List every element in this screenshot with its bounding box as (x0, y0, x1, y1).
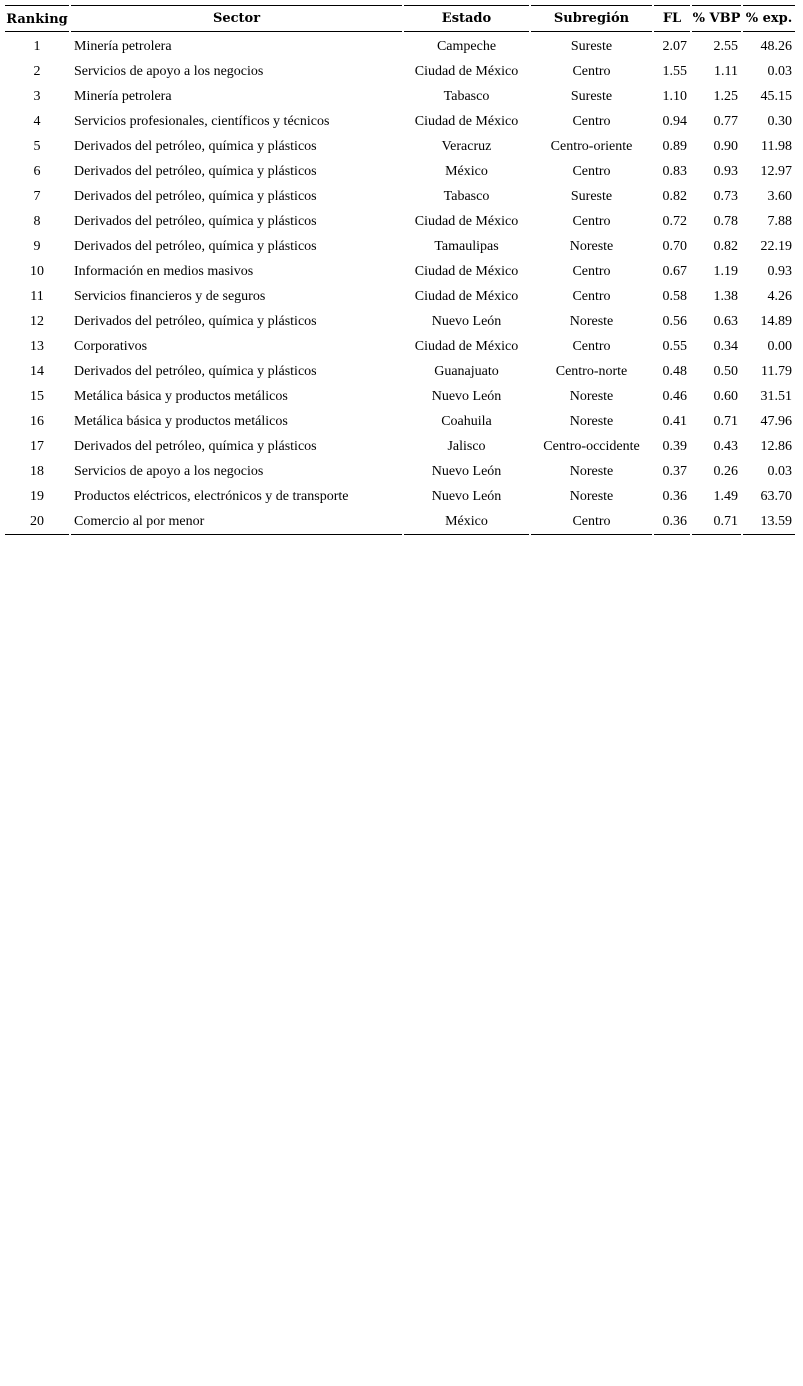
exp-cell: 12.86 (760, 438, 792, 454)
vbp-cell: 0.60 (713, 388, 738, 404)
vbp-cell: 0.73 (713, 188, 738, 204)
vbp-cell: 0.71 (713, 413, 738, 429)
vbp-cell: 0.63 (713, 313, 738, 329)
fl-cell: 0.55 (662, 338, 687, 354)
estado-cell: Nuevo León (431, 463, 502, 479)
exp-cell: 0.30 (767, 113, 792, 129)
subregion-cell: Centro (572, 213, 611, 229)
estado-cell: Nuevo León (431, 388, 502, 404)
estado-cell: Ciudad de México (414, 213, 519, 229)
fl-cell: 0.36 (662, 488, 687, 504)
exp-cell: 22.19 (760, 238, 792, 254)
sector-cell: Derivados del petróleo, química y plásticos (74, 438, 317, 454)
exp-cell: 3.60 (767, 188, 792, 204)
fl-cell: 1.55 (662, 63, 687, 79)
vbp-cell: 0.90 (713, 138, 738, 154)
table-row (5, 384, 795, 409)
fl-cell: 0.36 (654, 509, 690, 535)
table-row (5, 184, 795, 209)
vbp-cell: 1.11 (714, 63, 738, 79)
vbp-cell: 2.55 (713, 38, 738, 54)
estado-cell: Tabasco (443, 88, 490, 104)
fl-cell: 0.56 (662, 313, 687, 329)
column-header-estado: Estado (404, 5, 529, 32)
column-header-fl: FL (654, 5, 690, 32)
table-row (5, 309, 795, 334)
table-row (5, 459, 795, 484)
exp-cell: 13.59 (743, 509, 795, 535)
exp-cell: 12.97 (760, 163, 792, 179)
fl-cell: 0.67 (662, 263, 687, 279)
table-row (5, 209, 795, 234)
vbp-cell: 1.49 (713, 488, 738, 504)
table-row (5, 84, 795, 109)
sector-cell: Metálica básica y productos metálicos (74, 413, 288, 429)
estado-cell: Ciudad de México (414, 113, 519, 129)
table-row (5, 59, 795, 84)
ranking-cell: 2 (33, 63, 41, 79)
estado-cell: Ciudad de México (414, 63, 519, 79)
ranking-cell: 8 (33, 213, 41, 229)
exp-cell: 0.00 (767, 338, 792, 354)
subregion-cell: Noreste (569, 488, 614, 504)
vbp-cell: 0.43 (713, 438, 738, 454)
sector-cell: Derivados del petróleo, química y plásticos (74, 238, 317, 254)
sector-cell: Derivados del petróleo, química y plásticos (74, 363, 317, 379)
vbp-cell: 0.50 (713, 363, 738, 379)
fl-cell: 0.94 (662, 113, 687, 129)
estado-cell: Campeche (436, 38, 497, 54)
sector-cell: Derivados del petróleo, química y plásticos (74, 163, 317, 179)
vbp-cell: 0.34 (713, 338, 738, 354)
fl-cell: 0.58 (662, 288, 687, 304)
estado-cell: Nuevo León (431, 488, 502, 504)
estado-cell: México (445, 163, 488, 179)
estado-cell: Ciudad de México (414, 263, 519, 279)
sector-cell: Servicios de apoyo a los negocios (74, 63, 264, 79)
ranking-cell: 6 (33, 163, 41, 179)
sector-cell: Derivados del petróleo, química y plásticos (74, 213, 317, 229)
table-body (5, 32, 795, 535)
ranking-cell: 15 (30, 388, 44, 404)
ranking-cell: 17 (30, 438, 44, 454)
vbp-cell: 0.77 (713, 113, 738, 129)
exp-cell: 0.03 (767, 63, 792, 79)
fl-cell: 0.37 (662, 463, 687, 479)
table-row (5, 159, 795, 184)
exp-cell: 7.88 (767, 213, 792, 229)
table-row (5, 334, 795, 359)
column-header-ranking: Ranking (5, 5, 69, 32)
subregion-cell: Noreste (569, 313, 614, 329)
ranking-cell: 10 (30, 263, 44, 279)
ranking-cell: 13 (30, 338, 44, 354)
ranking-cell: 19 (30, 488, 44, 504)
subregion-cell: Sureste (570, 188, 613, 204)
ranking-cell: 18 (30, 463, 44, 479)
table-header-row (5, 5, 795, 32)
fl-cell: 0.72 (662, 213, 687, 229)
ranking-cell: 3 (33, 88, 41, 104)
fl-cell: 0.48 (662, 363, 687, 379)
sector-cell: Derivados del petróleo, química y plásticos (74, 188, 317, 204)
exp-cell: 47.96 (760, 413, 792, 429)
exp-cell: 14.89 (760, 313, 792, 329)
fl-cell: 2.07 (662, 38, 687, 54)
estado-cell: Tamaulipas (434, 238, 499, 254)
sector-cell: Productos eléctricos, electrónicos y de transporte (74, 488, 349, 504)
estado-cell: Ciudad de México (414, 338, 519, 354)
fl-cell: 0.89 (662, 138, 687, 154)
exp-cell: 45.15 (760, 88, 792, 104)
sector-cell: Servicios financieros y de seguros (74, 288, 266, 304)
estado-cell: Ciudad de México (414, 288, 519, 304)
column-header-sector: Sector (71, 5, 402, 32)
sector-cell: Minería petrolera (74, 38, 172, 54)
table-row (5, 284, 795, 309)
subregion-cell: Centro (572, 163, 611, 179)
subregion-cell: Centro-norte (555, 363, 628, 379)
fl-cell: 0.82 (662, 188, 687, 204)
estado-cell: México (404, 509, 529, 535)
estado-cell: Veracruz (441, 138, 492, 154)
vbp-cell: 1.25 (713, 88, 738, 104)
exp-cell: 4.26 (767, 288, 792, 304)
sector-cell: Derivados del petróleo, química y plásticos (74, 138, 317, 154)
estado-cell: Guanajuato (434, 363, 499, 379)
vbp-cell: 0.78 (713, 213, 738, 229)
exp-cell: 11.98 (761, 138, 792, 154)
subregion-cell: Centro (572, 63, 611, 79)
sector-cell: Comercio al por menor (71, 509, 402, 535)
ranking-cell: 12 (30, 313, 44, 329)
subregion-cell: Sureste (570, 38, 613, 54)
estado-cell: Tabasco (443, 188, 490, 204)
subregion-cell: Centro-occidente (543, 438, 640, 454)
fl-cell: 1.10 (662, 88, 687, 104)
subregion-cell: Noreste (569, 413, 614, 429)
vbp-cell: 1.38 (713, 288, 738, 304)
vbp-cell: 0.71 (692, 509, 741, 535)
table-row (5, 484, 795, 509)
fl-cell: 0.46 (662, 388, 687, 404)
table-row (5, 234, 795, 259)
ranking-cell: 11 (30, 288, 44, 304)
ranking-cell: 5 (33, 138, 41, 154)
table-row (5, 134, 795, 159)
exp-cell: 0.03 (767, 463, 792, 479)
column-header-subregion: Subregión (531, 5, 652, 32)
subregion-cell: Noreste (569, 388, 614, 404)
table-row (5, 259, 795, 284)
sector-cell: Corporativos (74, 338, 148, 354)
subregion-cell: Sureste (570, 88, 613, 104)
exp-cell: 63.70 (760, 488, 792, 504)
exp-cell: 48.26 (760, 38, 792, 54)
subregion-cell: Centro (572, 338, 611, 354)
fl-cell: 0.41 (662, 413, 687, 429)
sector-cell: Información en medios masivos (74, 263, 254, 279)
fl-cell: 0.39 (662, 438, 687, 454)
table-row (5, 509, 795, 535)
ranking-cell: 20 (5, 509, 69, 535)
ranking-table (3, 5, 797, 535)
sector-cell: Minería petrolera (74, 88, 172, 104)
ranking-cell: 9 (33, 238, 41, 254)
column-header-exp: % exp. (743, 5, 795, 32)
estado-cell: Coahuila (441, 413, 492, 429)
column-header-vbp: % VBP (692, 5, 741, 32)
subregion-cell: Noreste (569, 238, 614, 254)
ranking-cell: 4 (33, 113, 41, 129)
ranking-table-container (5, 5, 799, 535)
subregion-cell: Centro (531, 509, 652, 535)
vbp-cell: 0.93 (713, 163, 738, 179)
exp-cell: 11.79 (761, 363, 792, 379)
vbp-cell: 1.19 (713, 263, 738, 279)
sector-cell: Derivados del petróleo, química y plásticos (74, 313, 317, 329)
ranking-cell: 14 (30, 363, 44, 379)
subregion-cell: Centro-oriente (550, 138, 633, 154)
subregion-cell: Noreste (569, 463, 614, 479)
subregion-cell: Centro (572, 263, 611, 279)
table-row (5, 109, 795, 134)
estado-cell: Nuevo León (431, 313, 502, 329)
ranking-cell: 1 (33, 38, 41, 54)
vbp-cell: 0.26 (713, 463, 738, 479)
fl-cell: 0.70 (662, 238, 687, 254)
sector-cell: Servicios de apoyo a los negocios (74, 463, 264, 479)
exp-cell: 31.51 (760, 388, 792, 404)
table-row (5, 409, 795, 434)
vbp-cell: 0.82 (713, 238, 738, 254)
subregion-cell: Centro (572, 288, 611, 304)
subregion-cell: Centro (572, 113, 611, 129)
sector-cell: Servicios profesionales, científicos y técnicos (74, 113, 330, 129)
exp-cell: 0.93 (767, 263, 792, 279)
fl-cell: 0.83 (662, 163, 687, 179)
table-row (5, 32, 795, 59)
sector-cell: Metálica básica y productos metálicos (74, 388, 288, 404)
ranking-cell: 7 (33, 188, 41, 204)
table-row (5, 434, 795, 459)
ranking-cell: 16 (30, 413, 44, 429)
table-row (5, 359, 795, 384)
estado-cell: Jalisco (447, 438, 486, 454)
